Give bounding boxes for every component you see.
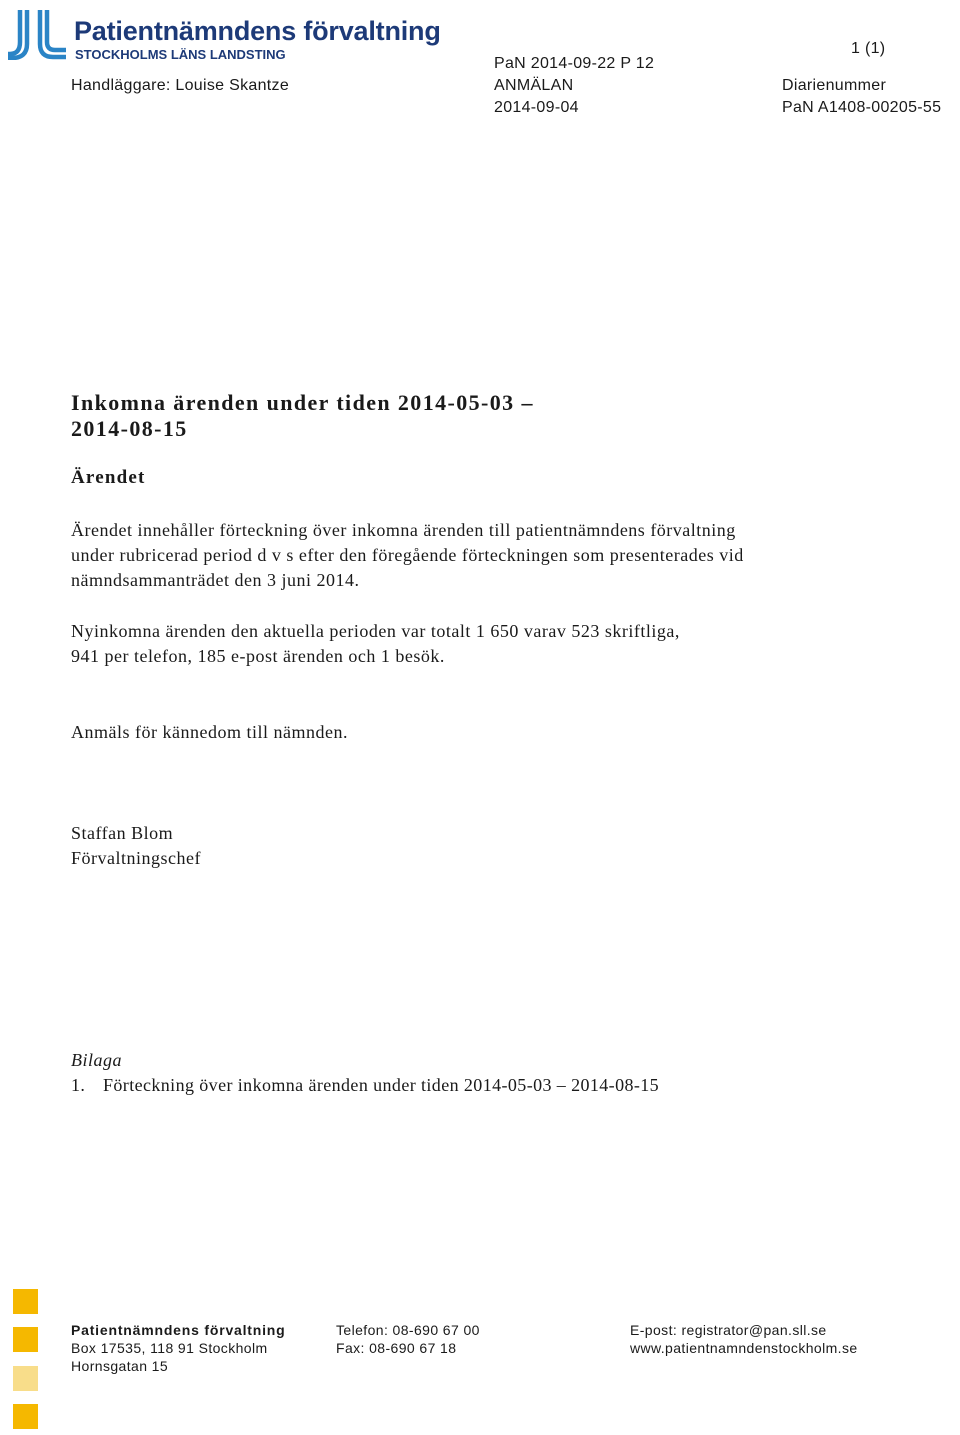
diary-number-label: Diarienummer bbox=[782, 77, 887, 94]
footer-decoration-square bbox=[13, 1404, 38, 1429]
logo-organization-name: Patientnämndens förvaltning bbox=[74, 16, 441, 46]
logo-county-council: STOCKHOLMS LÄNS LANDSTING bbox=[75, 47, 286, 62]
page-number: 1 (1) bbox=[851, 40, 886, 57]
signer-name: Staffan Blom bbox=[71, 823, 174, 843]
document-title-line-2: 2014-08-15 bbox=[71, 416, 188, 441]
attachment-item-number: 1. bbox=[71, 1075, 86, 1095]
document-title bbox=[71, 390, 534, 442]
paragraph-statistics: Nyinkomna ärenden den aktuella perioden var totalt 1 650 varav 523 skriftliga, 941 per telefon, 185 e-post ärenden och 1 besök. bbox=[71, 621, 680, 666]
case-handler: Handläggare: Louise Skantze bbox=[71, 77, 290, 94]
document-type: ANMÄLAN bbox=[494, 77, 574, 94]
meeting-reference: PaN 2014-09-22 P 12 bbox=[494, 55, 655, 72]
section-heading: Ärendet bbox=[71, 467, 146, 488]
paragraph-notice: Anmäls för kännedom till nämnden. bbox=[71, 722, 348, 742]
signature-block bbox=[71, 821, 771, 871]
footer-postal-address: Box 17535, 118 91 Stockholm bbox=[71, 1340, 268, 1356]
footer-decoration-square bbox=[13, 1289, 38, 1314]
footer-email: E-post: registrator@pan.sll.se bbox=[630, 1322, 827, 1338]
footer-street-address: Hornsgatan 15 bbox=[71, 1358, 169, 1374]
organization-logo bbox=[6, 8, 486, 60]
document-title-line-1: Inkomna ärenden under tiden 2014-05-03 – bbox=[71, 390, 534, 415]
sll-logo-mark-icon bbox=[6, 8, 68, 60]
paragraph-description: Ärendet innehåller förteckning över inkomna ärenden till patientnämndens förvaltning under rubricerad period d v s efter den föregående förteckningen som presenterades vid nämndsammanträdet den 3 juni 2014. bbox=[71, 520, 744, 590]
diary-number: PaN A1408-00205-55 bbox=[782, 99, 942, 116]
attachment-item bbox=[71, 1073, 711, 1098]
footer-decoration-square bbox=[13, 1327, 38, 1352]
document-date: 2014-09-04 bbox=[494, 99, 579, 116]
footer-address bbox=[71, 1321, 286, 1375]
attachment-item-text: Förteckning över inkomna ärenden under tiden 2014-05-03 – 2014-08-15 bbox=[103, 1075, 660, 1095]
footer-decoration-square bbox=[13, 1366, 38, 1391]
footer-fax: Fax: 08-690 67 18 bbox=[336, 1340, 457, 1356]
signer-title: Förvaltningschef bbox=[71, 848, 201, 868]
attachment-label: Bilaga bbox=[71, 1050, 122, 1070]
footer-organization: Patientnämndens förvaltning bbox=[71, 1322, 286, 1338]
footer-phone: Telefon: 08-690 67 00 bbox=[336, 1322, 480, 1338]
footer-contact-phone bbox=[336, 1321, 480, 1357]
footer-contact-online bbox=[630, 1321, 858, 1357]
footer-website: www.patientnamndenstockholm.se bbox=[630, 1340, 858, 1356]
